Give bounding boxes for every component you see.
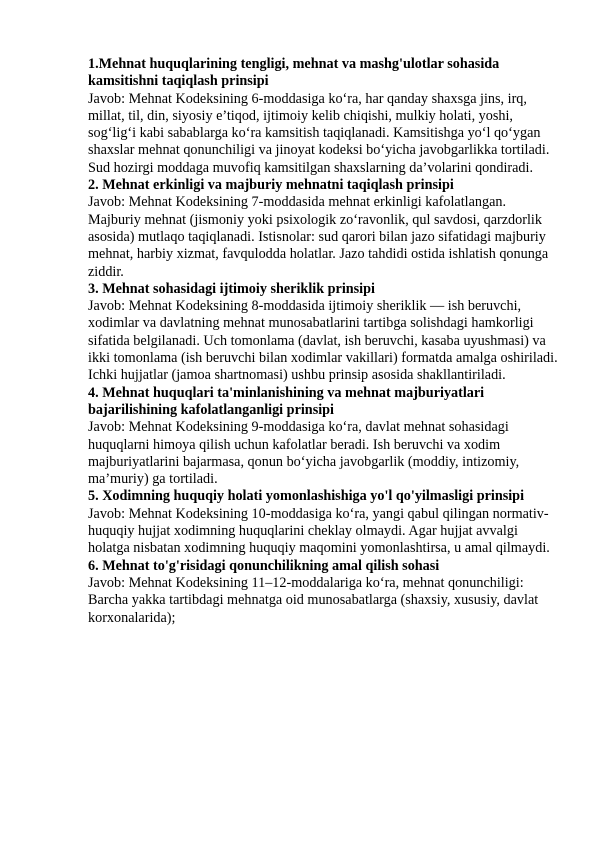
answer-paragraph: Javob: Mehnat Kodeksining 11–12-moddalariga ko‘ra, mehnat qonunchiligi: [88,574,524,591]
section-heading: 6. Mehnat to'g'risidagi qonunchilikning amal qilish sohasi [88,557,440,574]
answer-paragraph: Javob: Mehnat Kodeksining 7-moddasida mehnat erkinligi kafolatlangan. Majburiy mehnat (jismoniy yoki psixologik zo‘ravonlik, qul savdosi, qarzdorlik asosida) mutlaqo taqiqlanadi. Istisnolar: sud qarori bilan jazo sifatidagi majburiy mehnat, harbiy xizmat, favqulodda holatlar. Jazo tahdidi ostida ishlatish qonunga ziddir. [88,194,549,280]
section-2 [88,177,558,281]
answer-paragraph: Javob: Mehnat Kodeksining 6-moddasiga ko‘ra, har qanday shaxsga jins, irq, millat, til, din, siyosiy e’tiqod, ijtimoiy kelib chiqishi, mulkiy holati, yoshi, sog‘lig‘i kabi sabablarga ko‘ra kamsitish taqiqlanadi. Kamsitishga yo‘l qo‘ygan shaxslar mehnat qonunchiligi va jinoyat kodeksi bo‘yicha javobgarlikka tortiladi. Sud hozirgi moddaga muvofiq kamsitilgan shaxslarning da’volarini qondiradi. [88,90,550,176]
answer-paragraph: Javob: Mehnat Kodeksining 8-moddasida ijtimoiy sheriklik — ish beruvchi, xodimlar va davlatning mehnat munosabatlarini tartibga solishdagi hamkorligi sifatida belgilanadi. Uch tomonlama (davlat, ish beruvchi, kasaba uyushmasi) va ikki tomonlama (ish beruvchi bilan xodimlar vakillari) formatda amalga oshiriladi. Ichki hujjatlar (jamoa shartnomasi) ushbu prinsip asosida shakllantiriladi. [88,298,558,384]
section-6 [88,558,558,627]
section-3 [88,281,558,385]
answer-paragraph: Barcha yakka tartibdagi mehnatga oid munosabatlarga (shaxsiy, xususiy, davlat korxonalarida); [88,592,539,626]
section-heading: 2. Mehnat erkinligi va majburiy mehnatni taqiqlash prinsipi [88,177,454,194]
answer-paragraph: Javob: Mehnat Kodeksining 9-moddasiga ko‘ra, davlat mehnat sohasidagi huquqlarni himoya qilish uchun kafolatlar beradi. Ish beruvchi va xodim majburiyatlarini bajarmasa, qonun bo‘yicha javobgarlik (moddiy, intizomiy, ma’muriy) ga tortiladi. [88,419,520,488]
section-heading: 4. Mehnat huquqlari ta'minlanishining va mehnat majburiyatlari bajarilishining kafolatlanganligi prinsipi [88,384,485,418]
section-heading: 5. Xodimning huquqiy holati yomonlashishiga yo'l qo'yilmasligi prinsipi [88,488,525,505]
section-heading: 1.Mehnat huquqlarining tengligi, mehnat va mashg'ulotlar sohasida kamsitishni taqiqlash prinsipi [88,56,500,90]
section-5 [88,488,558,557]
section-heading: 3. Mehnat sohasidagi ijtimoiy sheriklik prinsipi [88,280,375,297]
section-1 [88,56,558,177]
answer-paragraph: Javob: Mehnat Kodeksining 10-moddasiga ko‘ra, yangi qabul qilingan normativ-huquqiy hujjat xodimning huquqlarini cheklay olmaydi. Agar hujjat avvalgi holatga nisbatan xodimning huquqiy maqomini yomonlashtirsa, u amal qilmaydi. [88,505,550,557]
document-page [88,56,558,627]
section-4 [88,385,558,489]
